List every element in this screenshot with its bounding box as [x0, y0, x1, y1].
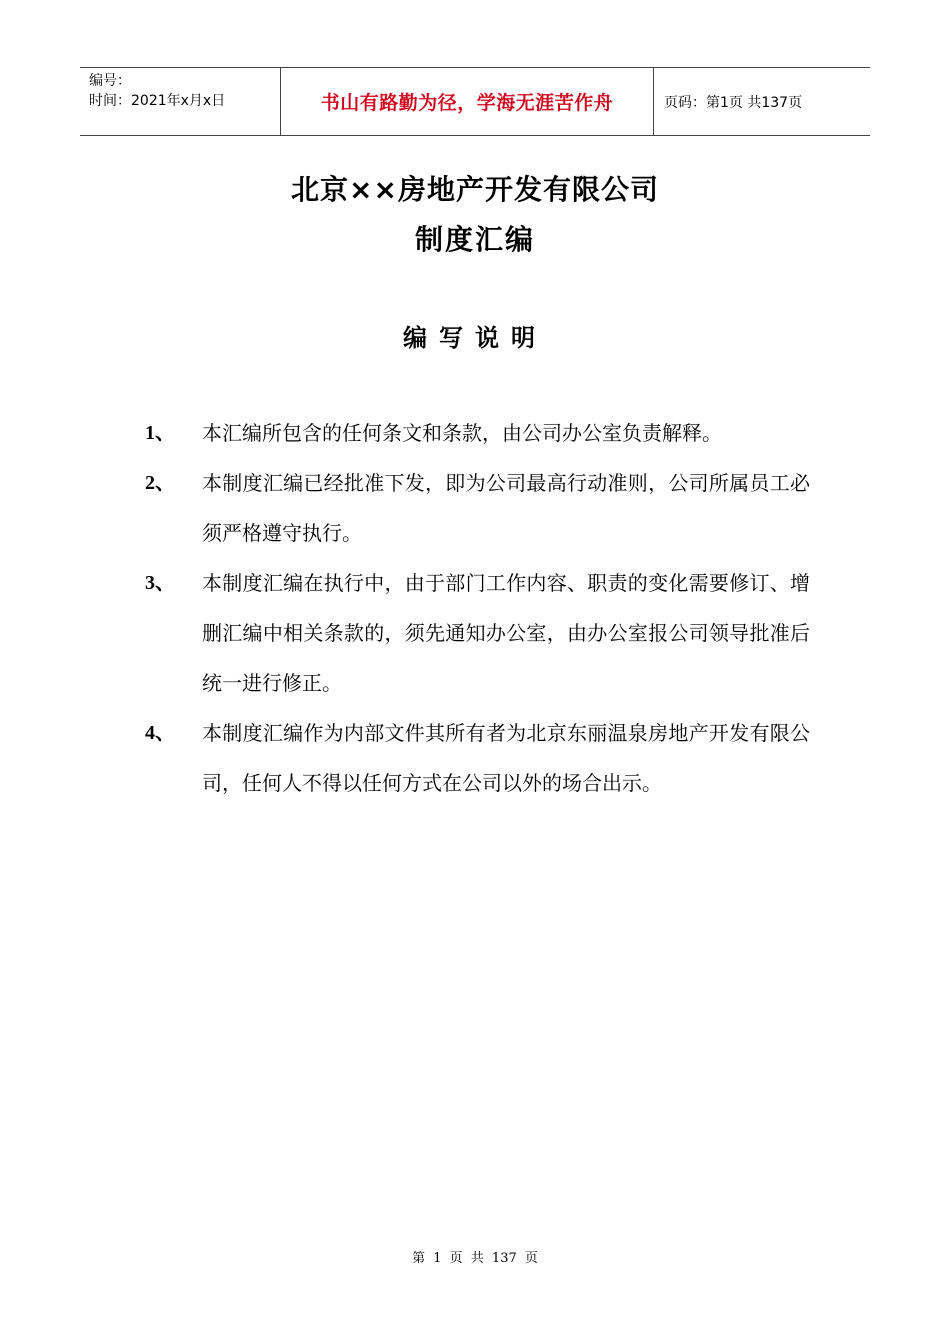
item-text: 本汇编所包含的任何条文和条款，由公司办公室负责解释。: [202, 421, 722, 445]
document-number: 编号：: [89, 73, 131, 89]
header-meta: [80, 68, 281, 135]
item-number: 1、: [145, 422, 175, 444]
header-motto: 书山有路勤为径，学海无涯苦作舟: [281, 68, 654, 135]
item-text: 本制度汇编作为内部文件其所有者为北京东丽温泉房地产开发有限公司，任何人不得以任何方式在公司以外的场合出示。: [202, 721, 810, 795]
item-text: 本制度汇编在执行中，由于部门工作内容、职责的变化需要修订、增删汇编中相关条款的，须先通知办公室，由办公室报公司领导批准后统一进行修正。: [202, 571, 810, 695]
item-number: 4、: [145, 722, 175, 744]
item-list: [145, 408, 815, 808]
header-page-info: 页码：第1页 共137页: [664, 94, 803, 111]
document-title: 北京××房地产开发有限公司: [291, 173, 659, 206]
item-number: 2、: [145, 472, 175, 494]
item-number: 3、: [145, 572, 175, 594]
list-item: [145, 458, 815, 558]
document-subtitle: 制度汇编: [414, 223, 535, 256]
section-title: 编写说明: [403, 324, 547, 352]
document-date: 时间：2021年x月x日: [89, 93, 226, 109]
page-header: [80, 67, 870, 136]
page-footer: 第 1 页 共 137 页: [412, 1251, 538, 1266]
list-item: [145, 408, 815, 458]
item-text: 本制度汇编已经批准下发，即为公司最高行动准则，公司所属员工必须严格遵守执行。: [202, 471, 810, 545]
list-item: [145, 708, 815, 808]
list-item: [145, 558, 815, 708]
